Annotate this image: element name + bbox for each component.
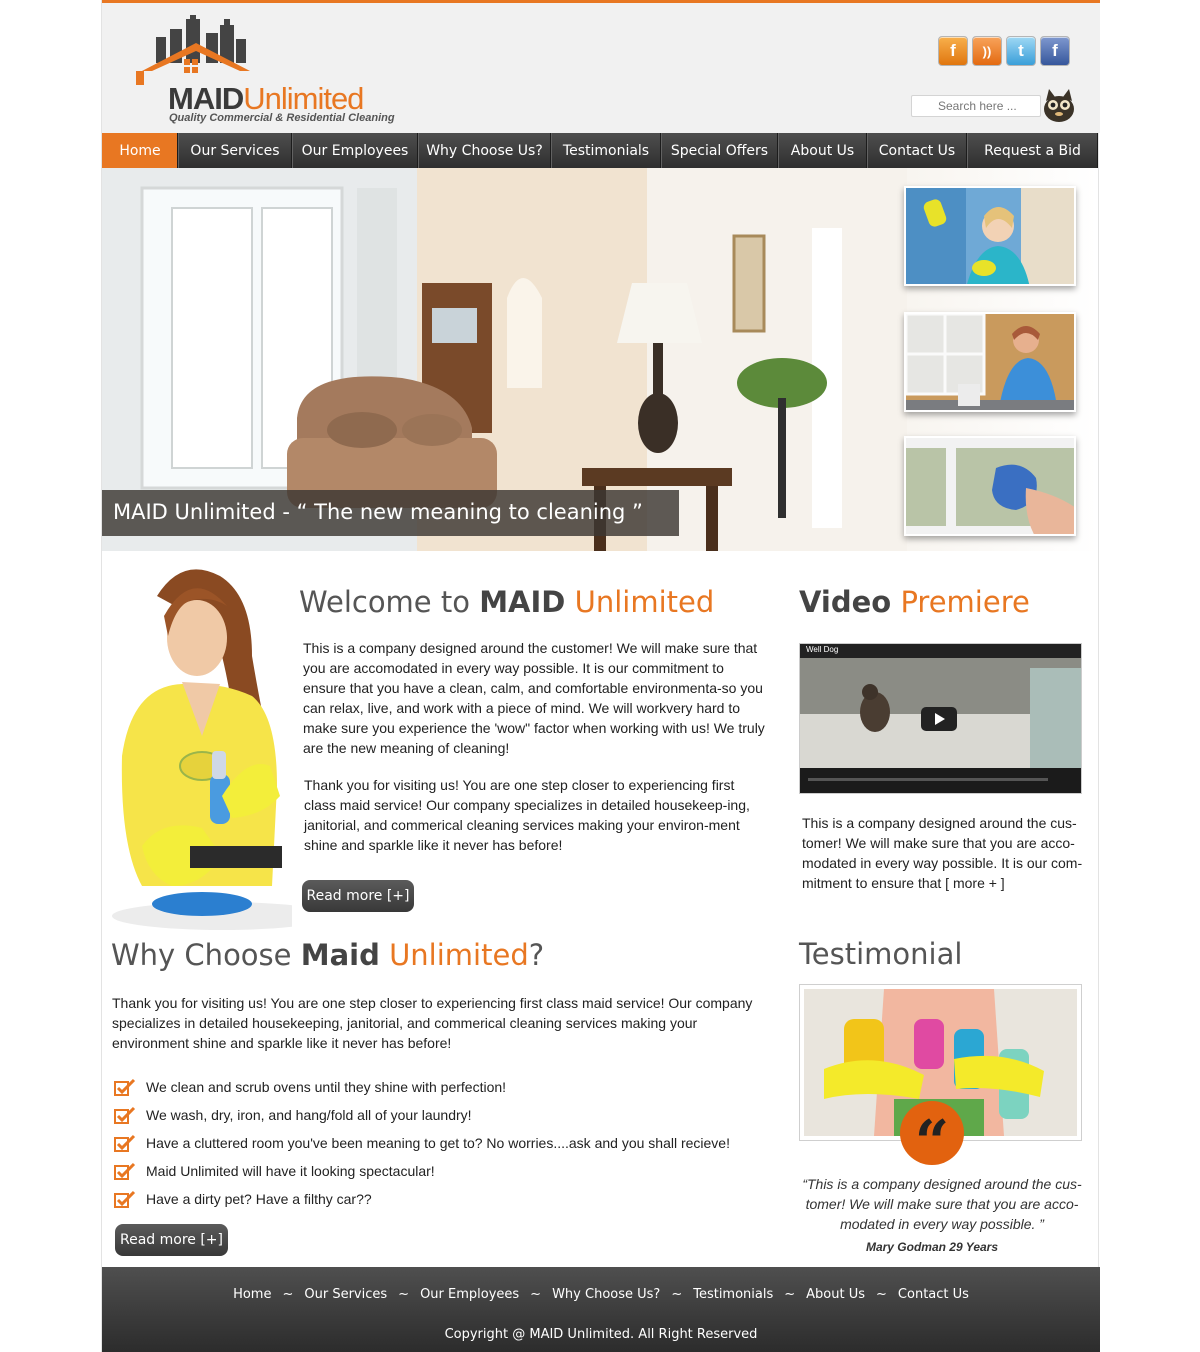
why-title-strong: Maid: [300, 938, 380, 972]
thumb-glass-wiping[interactable]: [904, 436, 1076, 536]
footer-link-testimonials[interactable]: Testimonials: [693, 1287, 774, 1302]
page: [101, 0, 1099, 1352]
footer-nav: [102, 1287, 1100, 1302]
video-player[interactable]: [799, 643, 1082, 794]
why-title-pre: Why Choose: [111, 938, 301, 972]
why-title-end: ?: [528, 938, 545, 972]
nav-about-us[interactable]: About Us: [778, 133, 867, 168]
video-label: Well Dog: [806, 645, 839, 654]
checkbox-check-icon: [114, 1106, 136, 1124]
why-choose-title: [111, 938, 544, 972]
glass-wiping-photo: [906, 438, 1076, 536]
footer-separator: ~: [876, 1287, 887, 1302]
welcome-paragraph-1: This is a company designed around the customer! We will make sure that you are accomodated in every way possible. It is our commitment to ensure that you have a clean, calm, and comfortable environmenta-so you can relax, live, and work with a piece of mind. We will workvery hard to make sure you experience the 'wow" factor when working with us! We truly are the new meaning of cleaning!: [303, 640, 765, 756]
nav-contact-us[interactable]: Contact Us: [867, 133, 967, 168]
footer-separator: ~: [784, 1287, 796, 1302]
checkbox-check-icon: [114, 1134, 136, 1152]
footer-separator: ~: [671, 1287, 683, 1302]
thumb-window-cleaning[interactable]: [904, 186, 1076, 286]
kitchen-cleaning-photo: [906, 314, 1076, 412]
facebook-icon[interactable]: f: [1040, 36, 1070, 66]
quote-icon: “: [900, 1101, 964, 1165]
nav-why-choose-us[interactable]: Why Choose Us?: [418, 133, 551, 168]
video-description[interactable]: This is a company designed around the cus-tomer! We will make sure that you are acco-modated in every way possible. It is our com-mitment to ensure that [ more + ]: [802, 815, 1083, 891]
why-choose-intro: Thank you for visiting us! You are one step closer to experiencing first class maid service! Our company specializes in detailed housekeeping, janitorial, and commerical cleaning services making your environment shine and sparkle like it never has before!: [112, 995, 753, 1051]
footer-link-home[interactable]: Home: [233, 1287, 272, 1302]
why-title-accent: Unlimited: [379, 938, 529, 972]
why-choose-list: [114, 1073, 730, 1213]
list-item: [114, 1101, 730, 1129]
nav-our-services[interactable]: Our Services: [178, 133, 292, 168]
footer-separator: ~: [282, 1287, 294, 1302]
play-icon[interactable]: [921, 707, 957, 731]
checkbox-check-icon: [114, 1162, 136, 1180]
site-header: [102, 0, 1100, 133]
rss-icon[interactable]: )): [972, 36, 1002, 66]
video-title: [799, 585, 1030, 619]
welcome-title-strong: MAID: [479, 585, 566, 619]
nav-testimonials[interactable]: Testimonials: [551, 133, 661, 168]
welcome-paragraph-2: Thank you for visiting us! You are one step closer to experiencing first class maid service! Our company specializes in detailed housekeep-ing, janitorial, and commerical cleaning services making your environ-ment shine and sparkle like it never has before!: [304, 777, 750, 853]
nav-request-a-bid[interactable]: Request a Bid: [967, 133, 1098, 168]
window-cleaning-photo: [906, 188, 1076, 286]
list-item-text: Maid Unlimited will have it looking spectacular!: [146, 1163, 435, 1179]
thumb-kitchen-cleaning[interactable]: [904, 312, 1076, 412]
welcome-title-accent: Unlimited: [565, 585, 715, 619]
flash-icon[interactable]: f: [938, 36, 968, 66]
hero-slider[interactable]: [102, 168, 1098, 551]
why-read-more-button[interactable]: Read more [+]: [115, 1224, 228, 1256]
site-footer: [102, 1267, 1100, 1352]
nav-special-offers[interactable]: Special Offers: [661, 133, 778, 168]
testimonial-title: Testimonial: [799, 937, 963, 971]
testimonial-quote: “This is a company designed around the cus-tomer! We will make sure that you are acco-modated in every way possible. ”: [802, 1176, 1082, 1232]
hero-caption: MAID Unlimited - “ The new meaning to cleaning ”: [102, 490, 679, 536]
logo-tagline: Quality Commercial & Residential Cleaning: [169, 112, 395, 124]
testimonial-author: Mary Godman 29 Years: [865, 1240, 999, 1254]
list-item-text: We clean and scrub ovens until they shine with perfection!: [146, 1079, 507, 1095]
footer-link-why-choose-us[interactable]: Why Choose Us?: [552, 1287, 661, 1302]
welcome-title-pre: Welcome to: [299, 585, 480, 619]
footer-link-about-us[interactable]: About Us: [806, 1287, 866, 1302]
video-title-strong: Video: [799, 585, 892, 619]
checkbox-check-icon: [114, 1078, 136, 1096]
welcome-read-more-button[interactable]: Read more [+]: [302, 880, 414, 912]
checkbox-check-icon: [114, 1190, 136, 1208]
cat-mascot-icon[interactable]: [1039, 85, 1079, 125]
list-item-text: Have a cluttered room you've been meaning to get to? No worries....ask and you shall recieve!: [146, 1135, 730, 1151]
logo-house-icon: [128, 15, 378, 85]
nav-our-employees[interactable]: Our Employees: [292, 133, 418, 168]
footer-separator: ~: [398, 1287, 410, 1302]
list-item-text: Have a dirty pet? Have a filthy car??: [146, 1191, 372, 1207]
video-title-accent: Premiere: [891, 585, 1030, 619]
footer-separator: ~: [530, 1287, 542, 1302]
social-links: [938, 36, 1070, 66]
logo-maid-text: MAID: [168, 81, 244, 116]
list-item: [114, 1185, 730, 1213]
welcome-title: [299, 585, 714, 619]
footer-link-our-services[interactable]: Our Services: [304, 1287, 388, 1302]
twitter-icon[interactable]: t: [1006, 36, 1036, 66]
list-item: [114, 1157, 730, 1185]
main-nav: [102, 133, 1098, 168]
search-input[interactable]: Search here ...: [911, 95, 1041, 117]
maid-woman-photo: [102, 556, 292, 936]
footer-link-our-employees[interactable]: Our Employees: [420, 1287, 520, 1302]
list-item: [114, 1073, 730, 1101]
footer-link-contact-us[interactable]: Contact Us: [897, 1287, 969, 1302]
nav-home[interactable]: Home: [102, 133, 178, 168]
logo-unlimited-text: Unlimited: [243, 81, 364, 116]
list-item: [114, 1129, 730, 1157]
copyright-text: Copyright @ MAID Unlimited. All Right Reserved: [444, 1327, 758, 1342]
list-item-text: We wash, dry, iron, and hang/fold all of your laundry!: [146, 1107, 472, 1123]
logo[interactable]: [128, 15, 395, 131]
